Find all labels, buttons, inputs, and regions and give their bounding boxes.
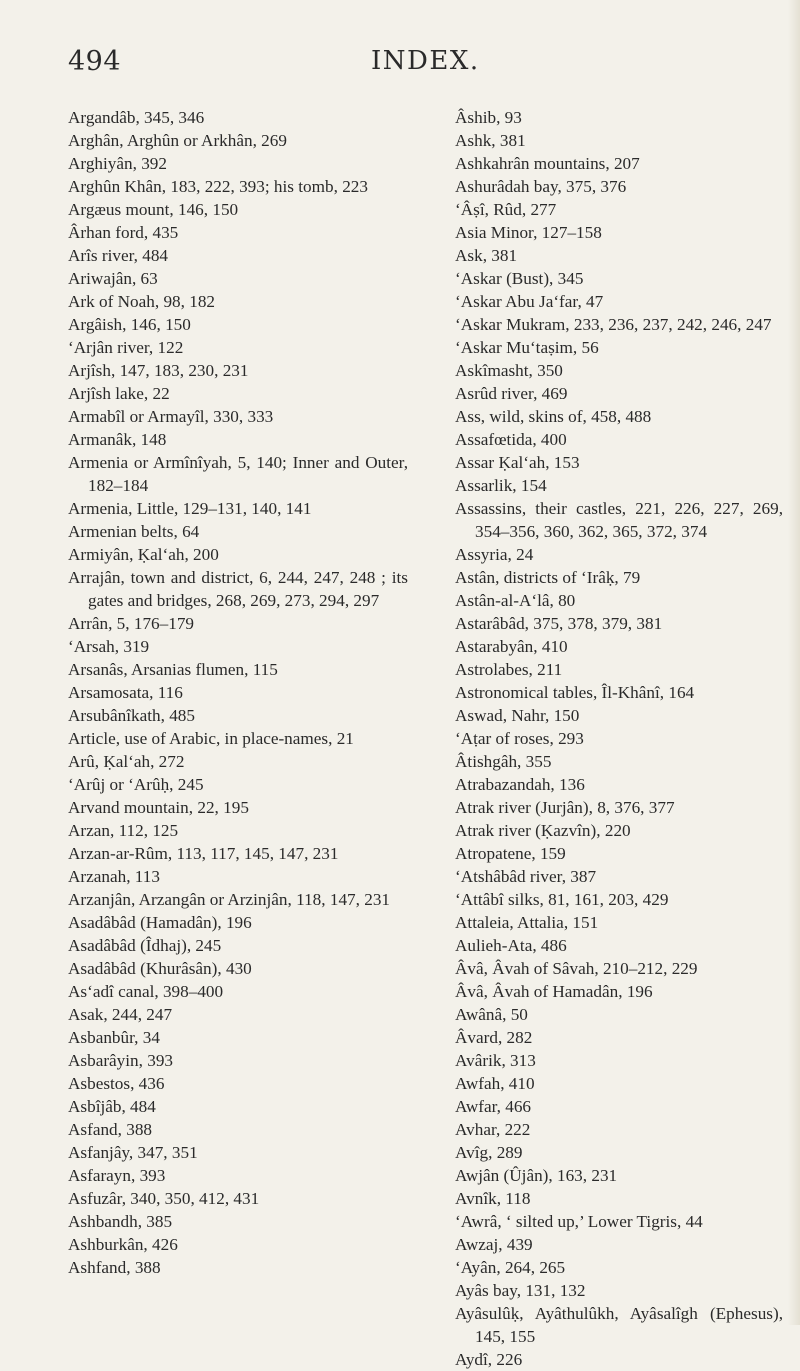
index-entry: Assyria, 24 <box>455 545 534 564</box>
index-entry: Asadâbâd (Îdhaj), 245 <box>68 936 222 955</box>
index-entry: Ark of Noah, 98, 182 <box>68 292 216 311</box>
index-entry: ‘Atshâbâd river, 387 <box>455 867 597 886</box>
index-entry: Asak, 244, 247 <box>68 1005 173 1024</box>
index-entry: Asadâbâd (Hamadân), 196 <box>68 913 252 932</box>
index-entry: Asfanjây, 347, 351 <box>68 1143 198 1162</box>
page-edge-shadow <box>788 0 800 1325</box>
index-entry: Âtishgâh, 355 <box>455 752 552 771</box>
index-entry: Ashbandh, 385 <box>68 1212 173 1231</box>
index-entry: Arjîsh lake, 22 <box>68 384 170 403</box>
index-entry: Armiyân, Ḳal‘ah, 200 <box>68 545 219 564</box>
index-entry: Askîmasht, 350 <box>455 361 563 380</box>
index-entry: Arrajân, town and district, 6, 244, 247, 248 ; its gates and bridges, 268, 269, 273, 294, 297 <box>68 568 408 610</box>
index-entry: Avhar, 222 <box>455 1120 531 1139</box>
index-entry: Âshib, 93 <box>455 108 522 127</box>
index-column-left <box>68 106 408 1279</box>
index-entry: Atrak river (Jurjân), 8, 376, 377 <box>455 798 675 817</box>
page-number: 494 <box>68 46 122 77</box>
index-entry: ‘Ayân, 264, 265 <box>455 1258 566 1277</box>
index-entry: Arzan, 112, 125 <box>68 821 179 840</box>
index-entry: Asbîjâb, 484 <box>68 1097 156 1116</box>
index-entry: Asfuzâr, 340, 350, 412, 431 <box>68 1189 260 1208</box>
index-entry: ‘Askar (Bust), 345 <box>455 269 584 288</box>
index-entry: ‘Attâbî silks, 81, 161, 203, 429 <box>455 890 669 909</box>
index-entry: Armenia, Little, 129–131, 140, 141 <box>68 499 312 518</box>
index-entry: Assassins, their castles, 221, 226, 227, 269, 354–356, 360, 362, 365, 372, 374 <box>455 499 783 541</box>
index-entry: Attaleia, Attalia, 151 <box>455 913 599 932</box>
index-entry: Armenian belts, 64 <box>68 522 200 541</box>
index-entry: Arghiyân, 392 <box>68 154 167 173</box>
index-entry: Ashurâdah bay, 375, 376 <box>455 177 627 196</box>
index-entry: Awfah, 410 <box>455 1074 535 1093</box>
index-entry: ‘Aṭar of roses, 293 <box>455 729 584 748</box>
index-entry: ‘Awrâ, ‘ silted up,’ Lower Tigris, 44 <box>455 1212 703 1231</box>
index-entry: Assar Ḳal‘ah, 153 <box>455 453 580 472</box>
index-entry: Article, use of Arabic, in place-names, 21 <box>68 729 354 748</box>
index-entry: Awânâ, 50 <box>455 1005 528 1024</box>
index-entry: Ayâs bay, 131, 132 <box>455 1281 586 1300</box>
index-entry: Ask, 381 <box>455 246 518 265</box>
index-entry: Arzanjân, Arzangân or Arzinjân, 118, 147, 231 <box>68 890 391 909</box>
index-entry: ‘Askar Mukram, 233, 236, 237, 242, 246, 247 <box>455 315 772 334</box>
index-entry: ‘Âṣî, Rûd, 277 <box>455 200 557 219</box>
index-entry: ‘Askar Abu Ja‘far, 47 <box>455 292 604 311</box>
index-entry: Argâish, 146, 150 <box>68 315 191 334</box>
index-entry: Astân, districts of ‘Irâḳ, 79 <box>455 568 641 587</box>
index-entry: ‘Arsah, 319 <box>68 637 150 656</box>
index-entry: Arîs river, 484 <box>68 246 169 265</box>
index-entry: Aulieh-Ata, 486 <box>455 936 567 955</box>
index-entry: Astarâbâd, 375, 378, 379, 381 <box>455 614 663 633</box>
index-entry: Asadâbâd (Khurâsân), 430 <box>68 959 252 978</box>
running-head-title: INDEX. <box>371 46 480 76</box>
index-entry: Asfarayn, 393 <box>68 1166 166 1185</box>
index-entry: Armabîl or Armayîl, 330, 333 <box>68 407 274 426</box>
index-entry: Ariwajân, 63 <box>68 269 158 288</box>
index-entry: Argandâb, 345, 346 <box>68 108 205 127</box>
index-entry: Arsanâs, Arsanias flumen, 115 <box>68 660 278 679</box>
index-entry: Asia Minor, 127–158 <box>455 223 602 242</box>
index-entry: Arû, Ḳal‘ah, 272 <box>68 752 185 771</box>
index-entry: Armanâk, 148 <box>68 430 167 449</box>
index-entry: Aydî, 226 <box>455 1350 523 1369</box>
index-entry: Asbarâyin, 393 <box>68 1051 174 1070</box>
index-entry: As‘adî canal, 398–400 <box>68 982 224 1001</box>
index-entry: Avnîk, 118 <box>455 1189 531 1208</box>
page-header <box>68 46 760 86</box>
index-entry: Asfand, 388 <box>68 1120 153 1139</box>
index-entry: Awjân (Ûjân), 163, 231 <box>455 1166 618 1185</box>
index-entry: Atrak river (Ḳazvîn), 220 <box>455 821 631 840</box>
index-entry: Arjîsh, 147, 183, 230, 231 <box>68 361 249 380</box>
index-entry: Astân-al-A‘lâ, 80 <box>455 591 576 610</box>
index-entry: Âvâ, Âvah of Hamadân, 196 <box>455 982 653 1001</box>
index-entry: Ashk, 381 <box>455 131 526 150</box>
index-entry: Âvard, 282 <box>455 1028 533 1047</box>
index-entry: Arghûn Khân, 183, 222, 393; his tomb, 223 <box>68 177 368 196</box>
index-column-right <box>455 106 783 1371</box>
index-entry: Assafœtida, 400 <box>455 430 567 449</box>
index-entry: Astronomical tables, Îl-Khânî, 164 <box>455 683 695 702</box>
index-entry: Astrolabes, 211 <box>455 660 563 679</box>
index-entry: Avârik, 313 <box>455 1051 536 1070</box>
index-entry: Armenia or Armînîyah, 5, 140; Inner and Outer, 182–184 <box>68 453 408 495</box>
index-entry: Ass, wild, skins of, 458, 488 <box>455 407 652 426</box>
index-entry: Asbanbûr, 34 <box>68 1028 160 1047</box>
index-entry: Arzanah, 113 <box>68 867 160 886</box>
index-entry: Assarlik, 154 <box>455 476 547 495</box>
index-entry: Arsubânîkath, 485 <box>68 706 195 725</box>
index-entry: Atrabazandah, 136 <box>455 775 585 794</box>
index-entry: Arrân, 5, 176–179 <box>68 614 195 633</box>
index-entry: Awfar, 466 <box>455 1097 532 1116</box>
index-entry: Astarabyân, 410 <box>455 637 568 656</box>
index-entry: Ashkahrân mountains, 207 <box>455 154 640 173</box>
index-entry: Arghân, Arghûn or Arkhân, 269 <box>68 131 287 150</box>
index-entry: ‘Arûj or ‘Arûḥ, 245 <box>68 775 204 794</box>
index-entry: Âvâ, Âvah of Sâvah, 210–212, 229 <box>455 959 698 978</box>
index-entry: Awzaj, 439 <box>455 1235 533 1254</box>
index-entry: Arzan-ar-Rûm, 113, 117, 145, 147, 231 <box>68 844 339 863</box>
index-entry: Arvand mountain, 22, 195 <box>68 798 249 817</box>
index-entry: Ârhan ford, 435 <box>68 223 179 242</box>
index-entry: Atropatene, 159 <box>455 844 566 863</box>
index-entry: Aswad, Nahr, 150 <box>455 706 580 725</box>
index-entry: Asbestos, 436 <box>68 1074 165 1093</box>
index-entry: ‘Arjân river, 122 <box>68 338 184 357</box>
index-entry: Avîg, 289 <box>455 1143 523 1162</box>
index-entry: Ashburkân, 426 <box>68 1235 178 1254</box>
index-entry: Ashfand, 388 <box>68 1258 161 1277</box>
index-entry: Arsamosata, 116 <box>68 683 183 702</box>
index-entry: Asrûd river, 469 <box>455 384 568 403</box>
index-entry: Ayâsulûḳ, Ayâthulûkh, Ayâsalîgh (Ephesus), 145, 155 <box>455 1304 783 1346</box>
index-entry: Argæus mount, 146, 150 <box>68 200 239 219</box>
index-entry: ‘Askar Mu‘taṣim, 56 <box>455 338 599 357</box>
